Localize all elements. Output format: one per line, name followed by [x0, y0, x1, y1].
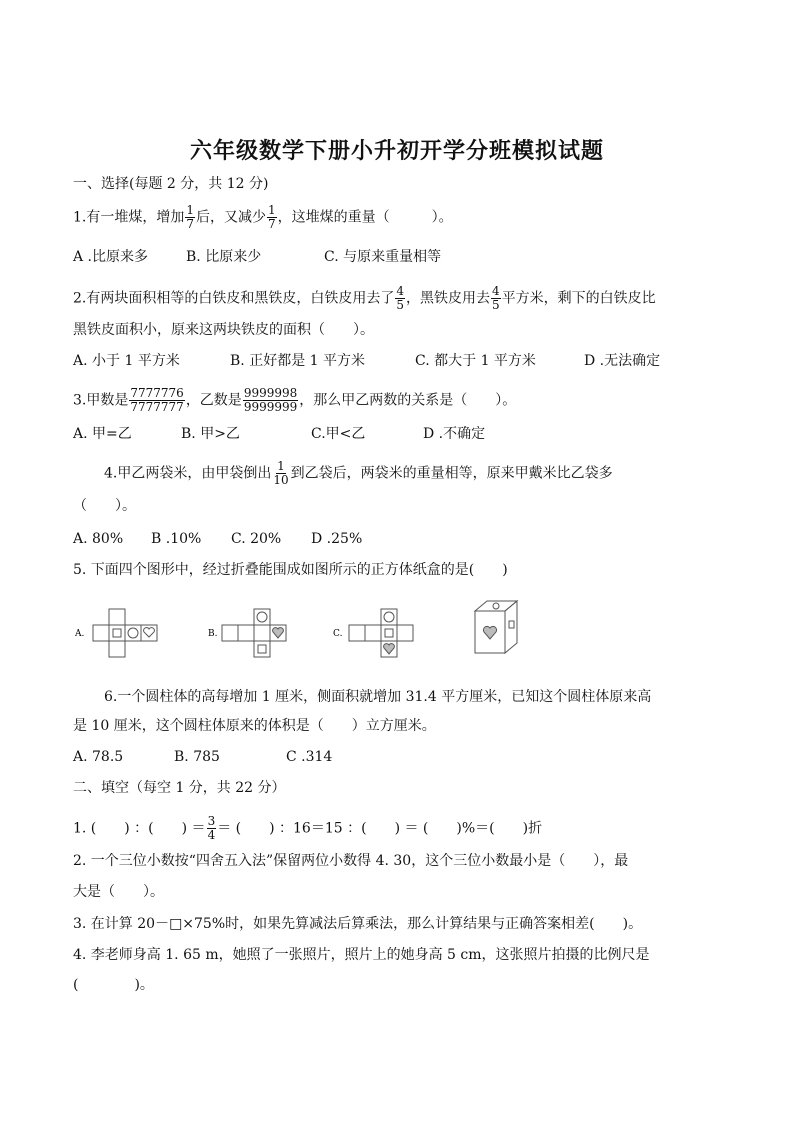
q2-options [73, 351, 660, 371]
heart-icon [273, 628, 284, 638]
q1-text-c: ，这堆煤的重量（ ）。 [277, 209, 453, 226]
fraction: $\frac{4}{5}$ [396, 284, 404, 312]
fraction: $\frac{1}{10}$ [273, 459, 289, 487]
option: A. 80% [73, 531, 124, 547]
fill-4: 4. 李老师身高 1. 65 m，她照了一张照片，照片上的她身高 5 cm，这张照片拍摄的比例尺是 [73, 947, 650, 963]
option: B .10% [151, 531, 202, 547]
option: A .比原来多 [73, 249, 149, 265]
heart-icon [483, 626, 496, 639]
question-6: 6.一个圆柱体的高每增加 1 厘米，侧面积就增加 31.4 平方厘米，已知这个圆柱体原来高 [104, 689, 652, 705]
option: D .25% [311, 531, 363, 547]
option: C. 20% [231, 531, 282, 547]
cube-net-figures [73, 605, 533, 663]
fill-4-line2: ( )。 [73, 977, 154, 993]
q6-line2: 是 10 厘米，这个圆柱体原来的体积是（ ）立方厘米。 [73, 718, 436, 734]
option: A. 甲=乙 [73, 426, 132, 442]
fill-3: 3. 在计算 20－□×75%时，如果先算减法后算乘法，那么计算结果与正确答案相差( )。 [73, 916, 643, 932]
fraction: $\frac{1}{7}$ [268, 203, 276, 231]
option: C .314 [286, 749, 333, 765]
option: A. 78.5 [73, 749, 124, 765]
q4-options [73, 529, 362, 549]
fill-2-line2: 大是（ ）。 [73, 884, 164, 900]
fraction: $\frac{3}{4}$ [207, 814, 216, 842]
question-2: 2.有两块面积相等的白铁皮和黑铁皮，白铁皮用去了 $\frac{4}{5}$ ，黑铁皮用去 $\frac{4}{5}$ 平方米，剩下的白铁皮比 [73, 284, 656, 312]
option: A. 小于 1 平方米 [73, 353, 180, 369]
fraction: $\frac{9999998}{9999999}$ [243, 386, 298, 414]
question-3: 3.甲数是 $\frac{7777776}{7777777}$ ，乙数是 $\frac{9999998}{9999999}$ ，那么甲乙两数的关系是（ ）。 [73, 386, 517, 414]
section-heading-choice: 一、选择(每题 2 分，共 12 分) [73, 176, 269, 192]
fraction: $\frac{7777776}{7777777}$ [130, 386, 184, 414]
option: D .不确定 [423, 426, 486, 442]
cube-net-a [73, 605, 173, 663]
option: C.甲<乙 [311, 426, 366, 442]
cube-net-c [331, 605, 431, 663]
heart-icon [144, 628, 155, 637]
heart-icon [384, 644, 395, 654]
q4-line2: （ ）。 [73, 498, 136, 514]
fill-1: 1. ( ) ：( ) ＝ $\frac{3}{4}$ ＝ ( ) ：16＝15 ：( ) ＝ ( )%＝( )折 [73, 814, 543, 842]
fraction: $\frac{1}{7}$ [186, 203, 194, 231]
q6-options [73, 747, 332, 767]
option: B. 甲>乙 [181, 426, 240, 442]
q2-line2: 黑铁皮面积小，原来这两块铁皮的面积（ ）。 [73, 322, 374, 338]
option: B. 785 [174, 749, 220, 765]
q3-options [73, 424, 485, 444]
fraction: $\frac{4}{5}$ [492, 284, 500, 312]
question-1 [73, 204, 453, 231]
option: C. 与原来重量相等 [324, 249, 442, 265]
cube-net-b [206, 605, 306, 663]
figure-label-a: A. [75, 629, 85, 639]
option: D .无法确定 [584, 353, 661, 369]
q1-text-b: 后，又减少 [196, 209, 266, 226]
fill-2: 2. 一个三位小数按“四舍五入法”保留两位小数得 4. 30，这个三位小数最小是（ ），最 [73, 853, 629, 869]
option: B. 比原来少 [186, 249, 262, 265]
figure-label-b: B. [208, 629, 218, 639]
q1-text-a: 1.有一堆煤，增加 [73, 209, 185, 226]
question-5: 5. 下面四个图形中，经过折叠能围成如图所示的正方体纸盒的是( ) [73, 562, 508, 578]
q1-options [73, 247, 441, 267]
option: B. 正好都是 1 平方米 [230, 353, 365, 369]
cube-box [469, 599, 529, 661]
option: C. 都大于 1 平方米 [415, 353, 536, 369]
section-heading-fill: 二、填空（每空 1 分，共 22 分） [73, 780, 286, 796]
page-title: 六年级数学下册小升初开学分班模拟试题 [189, 138, 604, 164]
question-4: 4.甲乙两袋米，由甲袋倒出 $\frac{1}{10}$ 到乙袋后，两袋米的重量相等，原来甲戴米比乙袋多 [104, 459, 613, 487]
figure-label-c: C. [333, 629, 343, 639]
